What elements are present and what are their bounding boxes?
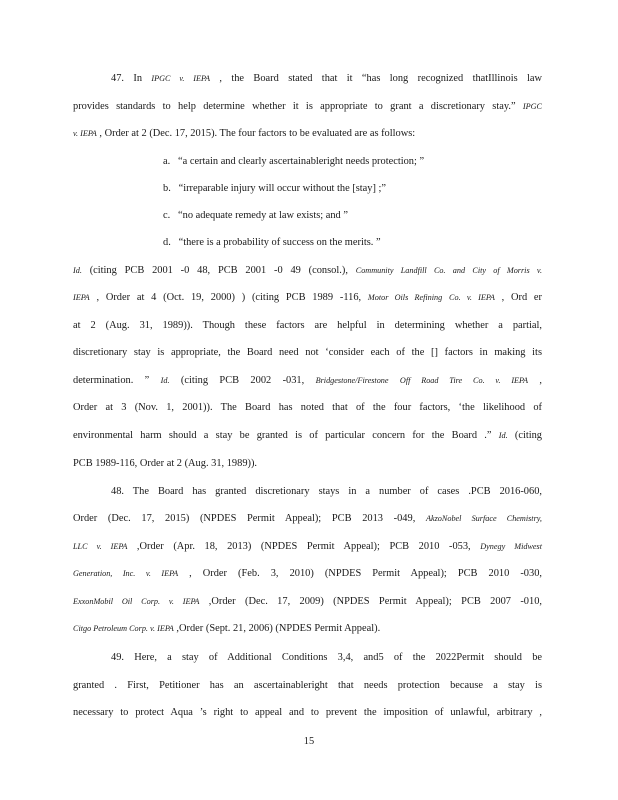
p47-line-2: provides standards to help determine whether it is appropriate to grant a discretionary stay.” IPGC [73,101,542,112]
p47-line-8: determination. ” Id. (citing PCB 2002 -031, Bridgestone/Firestone Off Road Tire Co. v. IEPA , [73,375,542,386]
p48-line-1: 48. The Board has granted discretionary stays in a number of cases .PCB 2016-060, [111,486,542,497]
p48-line-2: Order (Dec. 17, 2015) (NPDES Permit Appeal); PCB 2013 -049, AkzoNobel Surface Chemistry, [73,513,542,524]
p47-line-9: Order at 3 (Nov. 1, 2001)). The Board has noted that of the four factors, ‘the likelihood of [73,402,542,413]
p47-line-10: environmental harm should a stay be granted is of particular concern for the Board .” Id. (citing [73,430,542,441]
list-item-a: a. “a certain and clearly ascertainableright needs protection; ” [163,156,425,167]
p49-line-1: 49. Here, a stay of Additional Conditions 3,4, and5 of the 2022Permit should be [111,652,542,663]
p47-line-5: IEPA , Order at 4 (Oct. 19, 2000) ) (citing PCB 1989 -116, Motor Oils Refining Co. v. IEPA , Ord er [73,292,542,303]
p47-line-7: discretionary stay is appropriate, the Board need not ‘consider each of the [] factors in making its [73,347,542,358]
page-number: 15 [303,736,315,747]
p49-line-3: necessary to protect Aqua ’s right to appeal and to prevent the imposition of unlawful, arbitrary , [73,707,542,718]
p47-line-6: at 2 (Aug. 31, 1989)). Though these factors are helpful in determining whether a partial, [73,320,542,331]
p48-line-3: LLC v. IEPA ,Order (Apr. 18, 2013) (NPDES Permit Appeal); PCB 2010 -053, Dynegy Midwest [73,541,542,552]
p48-line-6: Citgo Petroleum Corp. v. IEPA ,Order (Sept. 21, 2006) (NPDES Permit Appeal). [73,623,381,634]
list-item-c: c. “no adequate remedy at law exists; and ” [163,210,348,221]
p49-line-2: granted . First, Petitioner has an ascertainableright that needs protection because a stay is [73,680,542,691]
p47-line-11: PCB 1989-116, Order at 2 (Aug. 31, 1989)). [73,458,258,469]
p47-line-3: v. IEPA , Order at 2 (Dec. 17, 2015). The four factors to be evaluated are as follows: [73,128,416,139]
list-item-b: b. “irreparable injury will occur without the [stay] ;” [163,183,387,194]
p47-line-4: Id. (citing PCB 2001 -0 48, PCB 2001 -0 49 (consol.), Community Landfill Co. and City of Morris v. [73,265,542,276]
p48-line-5: ExxonMobil Oil Corp. v. IEPA ,Order (Dec. 17, 2009) (NPDES Permit Appeal); PCB 2007 -010, [73,596,542,607]
p47-line-1: 47. In IPGC v. IEPA , the Board stated that it “has long recognized thatIllinois law [111,73,543,84]
p48-line-4: Generation, Inc. v. IEPA , Order (Feb. 3, 2010) (NPDES Permit Appeal); PCB 2010 -030, [73,568,542,579]
list-item-d: d. “there is a probability of success on the merits. ” [163,237,381,248]
